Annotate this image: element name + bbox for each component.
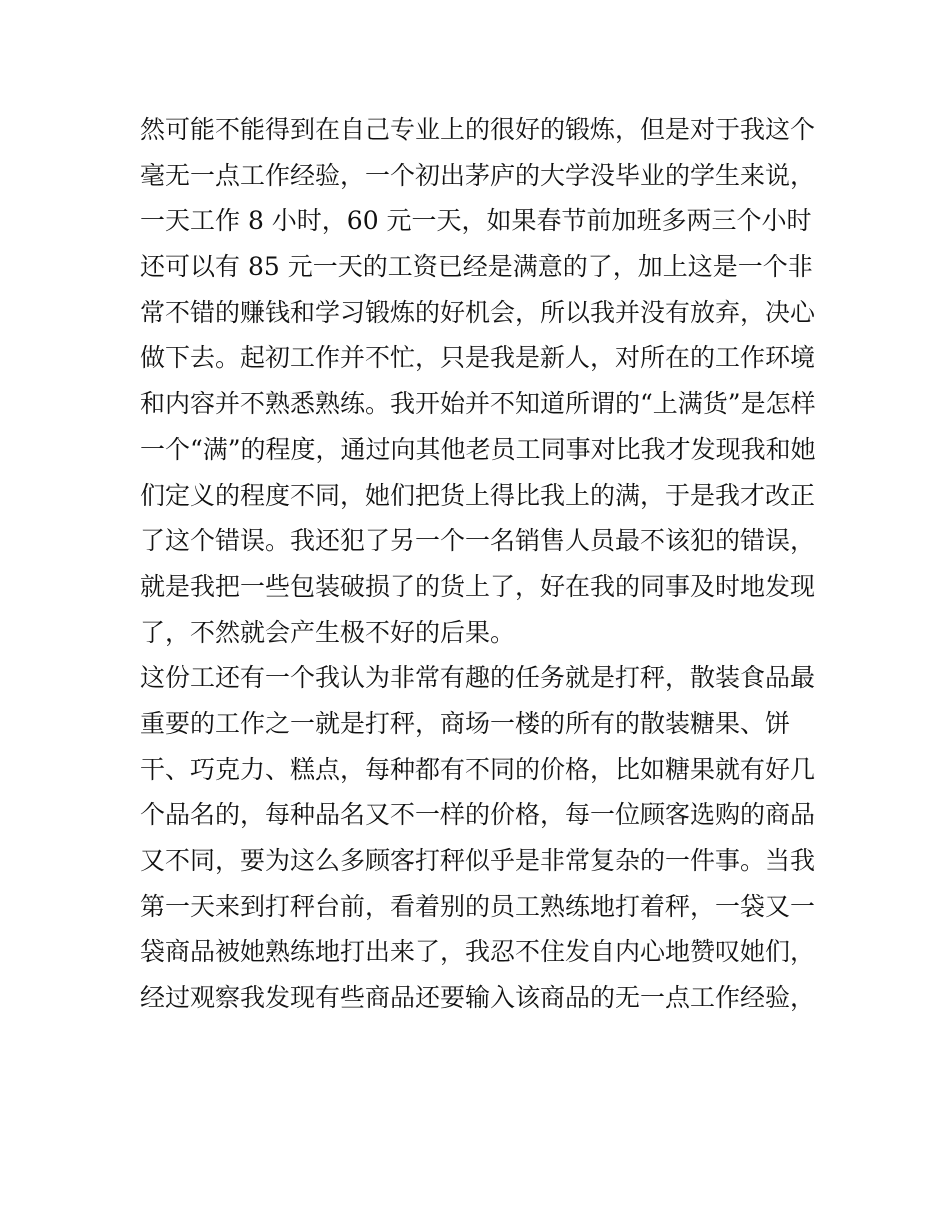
text-line: 和内容并不熟悉熟练。我开始并不知道所谓的“上满货”是怎样 [140, 389, 816, 419]
body-text [140, 107, 820, 1021]
text-line: 干、巧克力、糕点，每种都有不同的价格，比如糖果就有好几 [140, 754, 816, 784]
text-line: 个品名的，每种品名又不一样的价格，每一位顾客选购的商品 [140, 800, 816, 830]
text-line: 做下去。起初工作并不忙，只是我是新人，对所在的工作环境 [140, 343, 816, 373]
text-line: 第一天来到打秤台前，看着别的员工熟练地打着秤，一袋又一 [140, 891, 816, 921]
text-line: 了这个错误。我还犯了另一个一名销售人员最不该犯的错误， [140, 526, 816, 556]
text-line: 们定义的程度不同，她们把货上得比我上的满，于是我才改正 [140, 480, 816, 510]
text-line: 了，不然就会产生极不好的后果。 [140, 617, 516, 647]
text-line: 袋商品被她熟练地打出来了，我忍不住发自内心地赞叹她们， [140, 937, 816, 967]
text-line: 重要的工作之一就是打秤，商场一楼的所有的散装糖果、饼 [140, 708, 791, 738]
text-line: 然可能不能得到在自己专业上的很好的锻炼，但是对于我这个 [140, 115, 816, 144]
text-line: 还可以有 85 元一天的工资已经是满意的了，加上这是一个非 [140, 252, 813, 282]
text-line: 经过观察我发现有些商品还要输入该商品的无一点工作经验， [140, 983, 816, 1013]
text-line: 毫无一点工作经验，一个初出茅庐的大学没毕业的学生来说， [140, 160, 816, 190]
text-line: 又不同，要为这么多顾客打秤似乎是非常复杂的一件事。当我 [140, 846, 816, 875]
text-line: 这份工还有一个我认为非常有趣的任务就是打秤，散装食品最 [140, 663, 816, 693]
text-line: 一个“满”的程度，通过向其他老员工同事对比我才发现我和她 [140, 434, 816, 464]
text-line: 就是我把一些包装破损了的货上了，好在我的同事及时地发现 [140, 571, 816, 601]
text-line: 常不错的赚钱和学习锻炼的好机会，所以我并没有放弃，决心 [140, 297, 816, 327]
text-line: 一天工作 8 小时，60 元一天，如果春节前加班多两三个小时 [140, 206, 812, 236]
